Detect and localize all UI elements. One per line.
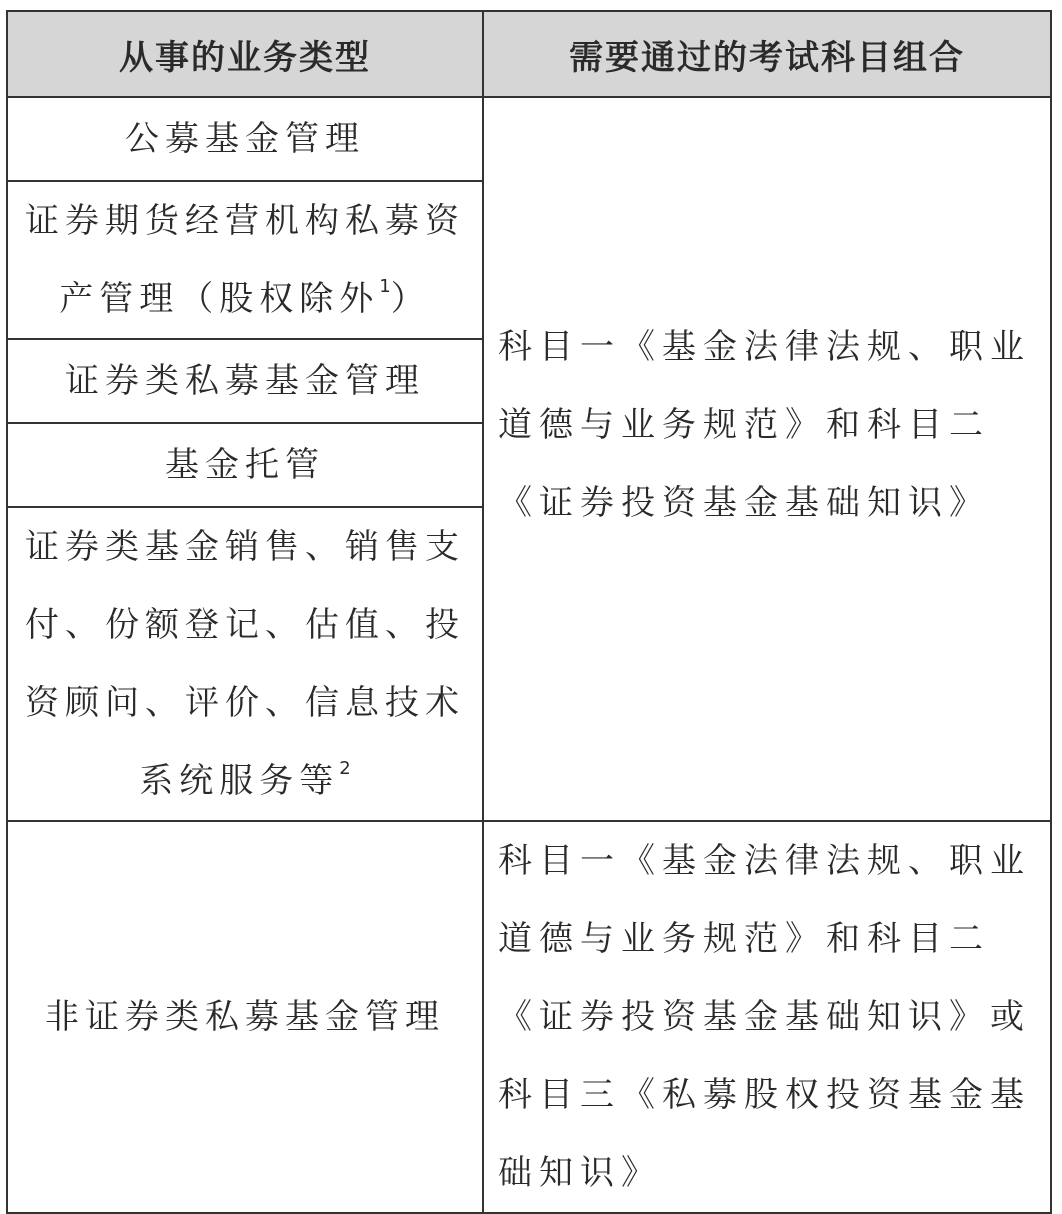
- exam-combination-cell: [483, 821, 1051, 1213]
- business-type-text: 证券类基金销售、销售支付、份额登记、估值、投资顾问、评价、信息技术系统服务等: [25, 527, 465, 801]
- header-row: [7, 11, 1051, 97]
- footnote-marker: 2: [339, 757, 351, 779]
- business-type-cell: [7, 507, 483, 821]
- business-type-text: 证券类私募基金管理: [65, 361, 425, 401]
- exam-combination-text: 科目一《基金法律法规、职业道德与业务规范》和科目二《证券投资基金基础知识》: [498, 327, 1031, 523]
- business-type-cell: [7, 97, 483, 181]
- table-row: [7, 97, 1051, 181]
- business-type-cell: [7, 339, 483, 423]
- business-type-cell: [7, 821, 483, 1213]
- exam-combination-header: 需要通过的考试科目组合: [483, 11, 1051, 97]
- business-type-text: 公募基金管理: [125, 119, 365, 159]
- business-type-header: 从事的业务类型: [7, 11, 483, 97]
- business-type-cell: [7, 181, 483, 339]
- business-type-cell: [7, 423, 483, 507]
- exam-combination-cell: [483, 97, 1051, 821]
- business-type-text: 非证券类私募基金管理: [45, 997, 445, 1037]
- exam-requirements-table: [6, 10, 1052, 1214]
- footnote-marker: 1: [379, 275, 391, 297]
- business-type-text: 证券期货经营机构私募资产管理（股权除外: [25, 201, 465, 319]
- business-type-text: 基金托管: [165, 445, 325, 485]
- exam-combination-text: 科目一《基金法律法规、职业道德与业务规范》和科目二《证券投资基金基础知识》或科目三《私募股权投资基金基础知识》: [498, 841, 1031, 1193]
- business-type-suffix: ）: [390, 279, 431, 319]
- table-row: [7, 821, 1051, 1213]
